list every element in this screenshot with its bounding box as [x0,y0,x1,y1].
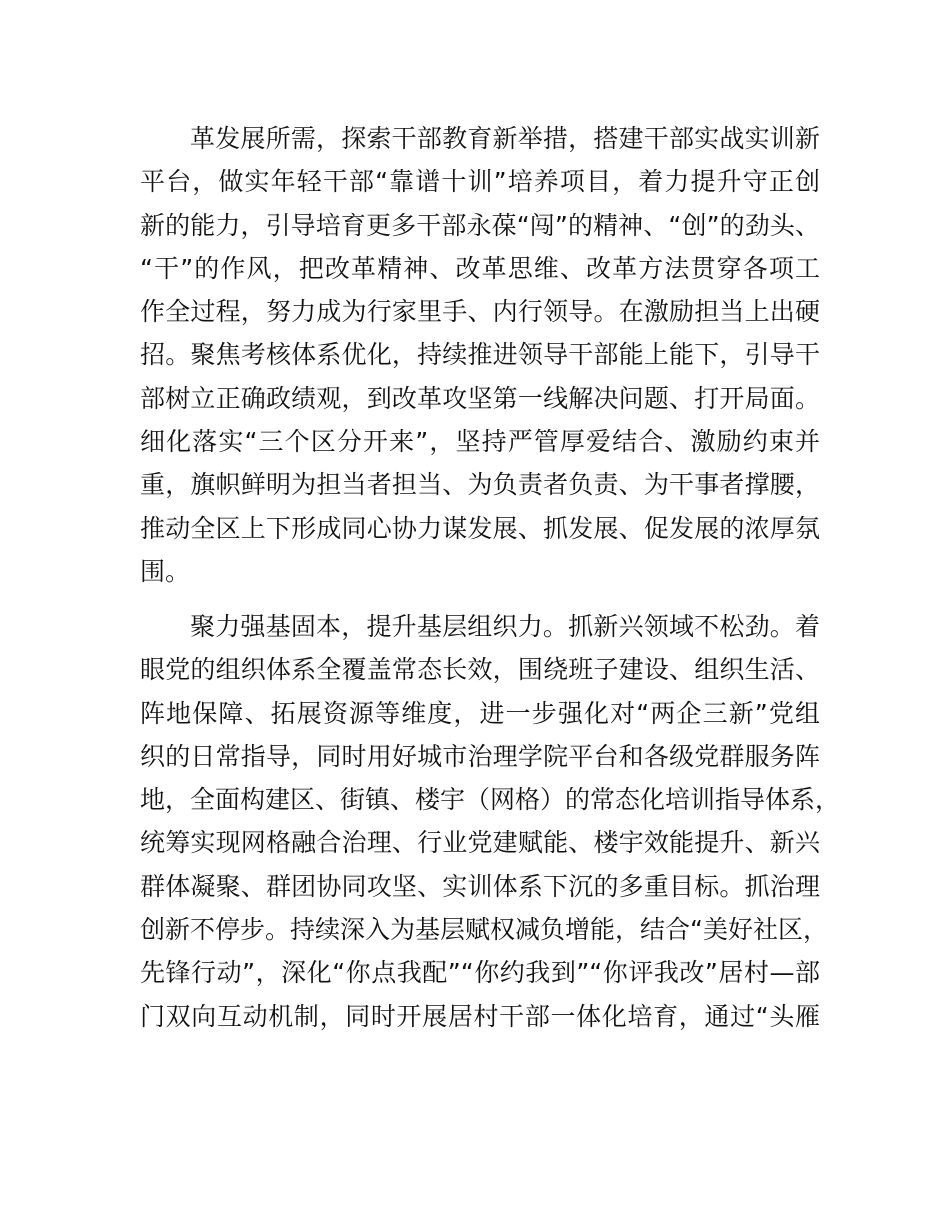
paragraph-2 [140,605,841,1038]
paragraph-line: 织的日常指导，同时用好城市治理学院平台和各级党群服务阵 [140,741,820,771]
paragraph-line: 革发展所需，探索干部教育新举措，搭建干部实战实训新 [190,124,820,153]
paragraph-line: 创新不停步。持续深入为基层赋权减负增能，结合“美好社区， [140,915,828,945]
paragraph-line: 阵地保障、拓展资源等维度，进一步强化对“两企三新”党组 [140,698,820,728]
paragraph-line: 门双向互动机制，同时开展居村干部一体化培育，通过“头雁 [140,1001,820,1031]
paragraph-line: 统筹实现网格融合治理、行业党建赋能、楼宇效能提升、新兴 [140,828,820,858]
paragraph-line: 群体凝聚、群团协同攻坚、实训体系下沉的多重目标。抓治理 [140,871,820,901]
paragraph-line: 部树立正确政绩观，到改革攻坚第一线解决问题、打开局面。 [140,383,820,413]
paragraph-line: 重，旗帜鲜明为担当者担当、为负责者负责、为干事者撑腰， [140,470,820,500]
paragraph-line: “干”的作风，把改革精神、改革思维、改革方法贯穿各项工 [140,253,820,283]
paragraph-line: 新的能力，引导培育更多干部永葆“闯”的精神、“创”的劲头、 [140,210,820,240]
paragraph-line: 细化落实“三个区分开来”，坚持严管厚爱结合、激励约束并 [140,427,820,457]
paragraph-1 [140,117,820,593]
paragraph-line: 先锋行动”，深化“你点我配”“你约我到”“你评我改”居村—部 [140,958,820,988]
paragraph-line: 地，全面构建区、街镇、楼宇（网格）的常态化培训指导体系， [140,785,841,815]
paragraph-line: 平台，做实年轻干部“靠谱十训”培养项目，着力提升守正创 [140,167,820,197]
paragraph-line: 聚力强基固本，提升基层组织力。抓新兴领域不松劲。着 [190,612,820,641]
paragraph-line: 招。聚焦考核体系优化，持续推进领导干部能上能下，引导干 [140,340,820,370]
paragraph-line: 围。 [140,556,191,586]
paragraph-line: 眼党的组织体系全覆盖常态长效，围绕班子建设、组织生活、 [140,655,820,685]
paragraph-line: 推动全区上下形成同心协力谋发展、抓发展、促发展的浓厚氛 [140,513,820,543]
paragraph-line: 作全过程，努力成为行家里手、内行领导。在激励担当上出硬 [140,297,820,327]
